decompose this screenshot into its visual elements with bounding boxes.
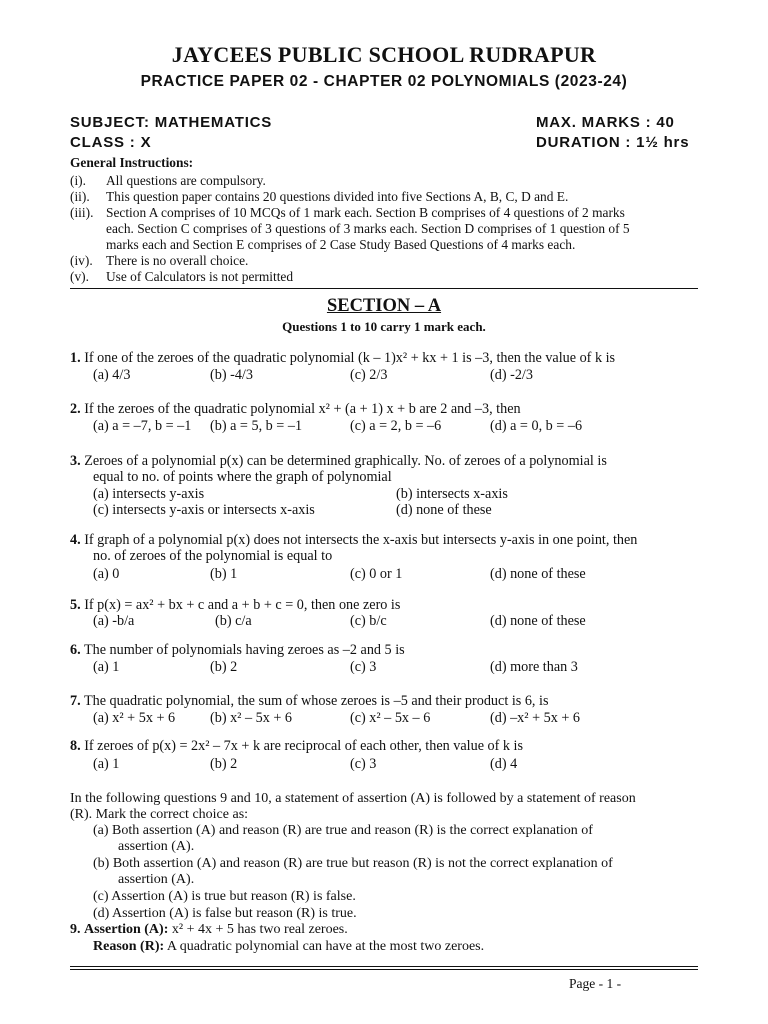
option: (d) more than 3 bbox=[490, 659, 578, 675]
option: (b) 1 bbox=[210, 566, 238, 582]
option: (c) a = 2, b = –6 bbox=[350, 418, 442, 434]
option: (a) a = –7, b = –1 bbox=[93, 418, 192, 434]
question-6: 6. The number of polynomials having zeroes as –2 and 5 is bbox=[70, 642, 405, 658]
question-1: 1. If one of the zeroes of the quadratic polynomial (k – 1)x² + kx + 1 is –3, then the value of k is bbox=[70, 350, 616, 366]
page-number: Page - 1 - bbox=[569, 976, 622, 991]
option: (c) b/c bbox=[350, 613, 387, 629]
option: (b) 2 bbox=[210, 659, 238, 675]
instruction-item: marks each and Section E comprises of 2 Case Study Based Questions of 4 marks each. bbox=[106, 237, 576, 252]
subject-label: SUBJECT: MATHEMATICS bbox=[70, 114, 273, 131]
duration-label: DURATION : 1½ hrs bbox=[536, 134, 690, 151]
option: (c) intersects y-axis or intersects x-axis bbox=[93, 502, 315, 518]
school-name: JAYCEES PUBLIC SCHOOL RUDRAPUR bbox=[171, 42, 597, 67]
option: (c) 2/3 bbox=[350, 367, 388, 383]
option: (b) -4/3 bbox=[210, 367, 253, 383]
instruction-item: (v). Use of Calculators is not permitted bbox=[70, 269, 294, 284]
divider bbox=[70, 288, 698, 289]
instruction-item: (iii). Section A comprises of 10 MCQs of 1 mark each. Section B comprises of 4 questions of 2 marks bbox=[70, 205, 625, 220]
option: (b) c/a bbox=[215, 613, 252, 629]
option: (d) –x² + 5x + 6 bbox=[490, 710, 581, 726]
option: (a) x² + 5x + 6 bbox=[93, 710, 176, 726]
instruction-item: each. Section C comprises of 3 questions of 3 marks each. Section D comprises of 1 question of 5 bbox=[106, 221, 630, 236]
instruction-item: (iv). There is no overall choice. bbox=[70, 253, 249, 268]
question-2: 2. If the zeroes of the quadratic polynomial x² + (a + 1) x + b are 2 and –3, then bbox=[70, 401, 521, 417]
instruction-item: (i). All questions are compulsory. bbox=[70, 173, 266, 188]
assertion-choice: (c) Assertion (A) is true but reason (R) is false. bbox=[93, 889, 356, 904]
section-subtitle: Questions 1 to 10 carry 1 mark each. bbox=[282, 319, 486, 334]
question-4: 4. If graph of a polynomial p(x) does not intersects the x-axis but intersects y-axis in one point, then bbox=[70, 532, 638, 548]
question-3: 3. Zeroes of a polynomial p(x) can be determined graphically. No. of zeroes of a polynomial is bbox=[70, 453, 607, 469]
question-7: 7. The quadratic polynomial, the sum of whose zeroes is –5 and their product is 6, is bbox=[70, 693, 549, 709]
question-9-assertion: 9. Assertion (A): x² + 4x + 5 has two real zeroes. bbox=[70, 922, 348, 937]
footer-rule bbox=[70, 966, 698, 967]
question-5: 5. If p(x) = ax² + bx + c and a + b + c = 0, then one zero is bbox=[70, 597, 401, 613]
option: (a) 1 bbox=[93, 659, 120, 675]
option: (c) 3 bbox=[350, 659, 377, 675]
assertion-choice: (b) Both assertion (A) and reason (R) are true but reason (R) is not the correct explanation of bbox=[93, 856, 613, 871]
option: (b) x² – 5x + 6 bbox=[210, 710, 293, 726]
option: (b) intersects x-axis bbox=[396, 486, 508, 502]
option: (d) none of these bbox=[490, 566, 586, 582]
assertion-choice: (a) Both assertion (A) and reason (R) are true and reason (R) is the correct explanation of bbox=[93, 823, 593, 838]
option: (c) 3 bbox=[350, 756, 377, 772]
option: (c) 0 or 1 bbox=[350, 566, 403, 582]
question-4-line-2: no. of zeroes of the polynomial is equal to bbox=[93, 548, 333, 564]
option: (c) x² – 5x – 6 bbox=[350, 710, 431, 726]
assertion-choice: (d) Assertion (A) is false but reason (R) is true. bbox=[93, 906, 357, 921]
option: (d) a = 0, b = –6 bbox=[490, 418, 583, 434]
option: (a) intersects y-axis bbox=[93, 486, 205, 502]
assertion-choice: assertion (A). bbox=[118, 839, 195, 854]
assertion-choice: assertion (A). bbox=[118, 872, 195, 887]
footer-rule bbox=[70, 969, 698, 970]
paper-title: PRACTICE PAPER 02 - CHAPTER 02 POLYNOMIALS (2023-24) bbox=[140, 73, 628, 90]
option: (d) none of these bbox=[396, 502, 492, 518]
option: (a) -b/a bbox=[93, 613, 135, 629]
instruction-item: (ii). This question paper contains 20 questions divided into five Sections A, B, C, D and E. bbox=[70, 189, 569, 204]
option: (b) 2 bbox=[210, 756, 238, 772]
max-marks-label: MAX. MARKS : 40 bbox=[536, 114, 675, 131]
option: (b) a = 5, b = –1 bbox=[210, 418, 303, 434]
instructions-title: General Instructions: bbox=[70, 155, 194, 170]
option: (a) 0 bbox=[93, 566, 120, 582]
option: (d) none of these bbox=[490, 613, 586, 629]
option: (a) 4/3 bbox=[93, 367, 131, 383]
option: (a) 1 bbox=[93, 756, 120, 772]
option: (d) -2/3 bbox=[490, 367, 533, 383]
question-8: 8. If zeroes of p(x) = 2x² – 7x + k are reciprocal of each other, then value of k is bbox=[70, 738, 524, 754]
option: (d) 4 bbox=[490, 756, 518, 772]
class-label: CLASS : X bbox=[70, 134, 152, 151]
assertion-intro: (R). Mark the correct choice as: bbox=[70, 807, 249, 822]
question-9-reason: Reason (R): A quadratic polynomial can have at the most two zeroes. bbox=[93, 939, 485, 954]
question-3-line-2: equal to no. of points where the graph of polynomial bbox=[93, 469, 392, 485]
assertion-intro: In the following questions 9 and 10, a statement of assertion (A) is followed by a statement of reason bbox=[70, 791, 636, 806]
section-title: SECTION – A bbox=[326, 296, 442, 316]
